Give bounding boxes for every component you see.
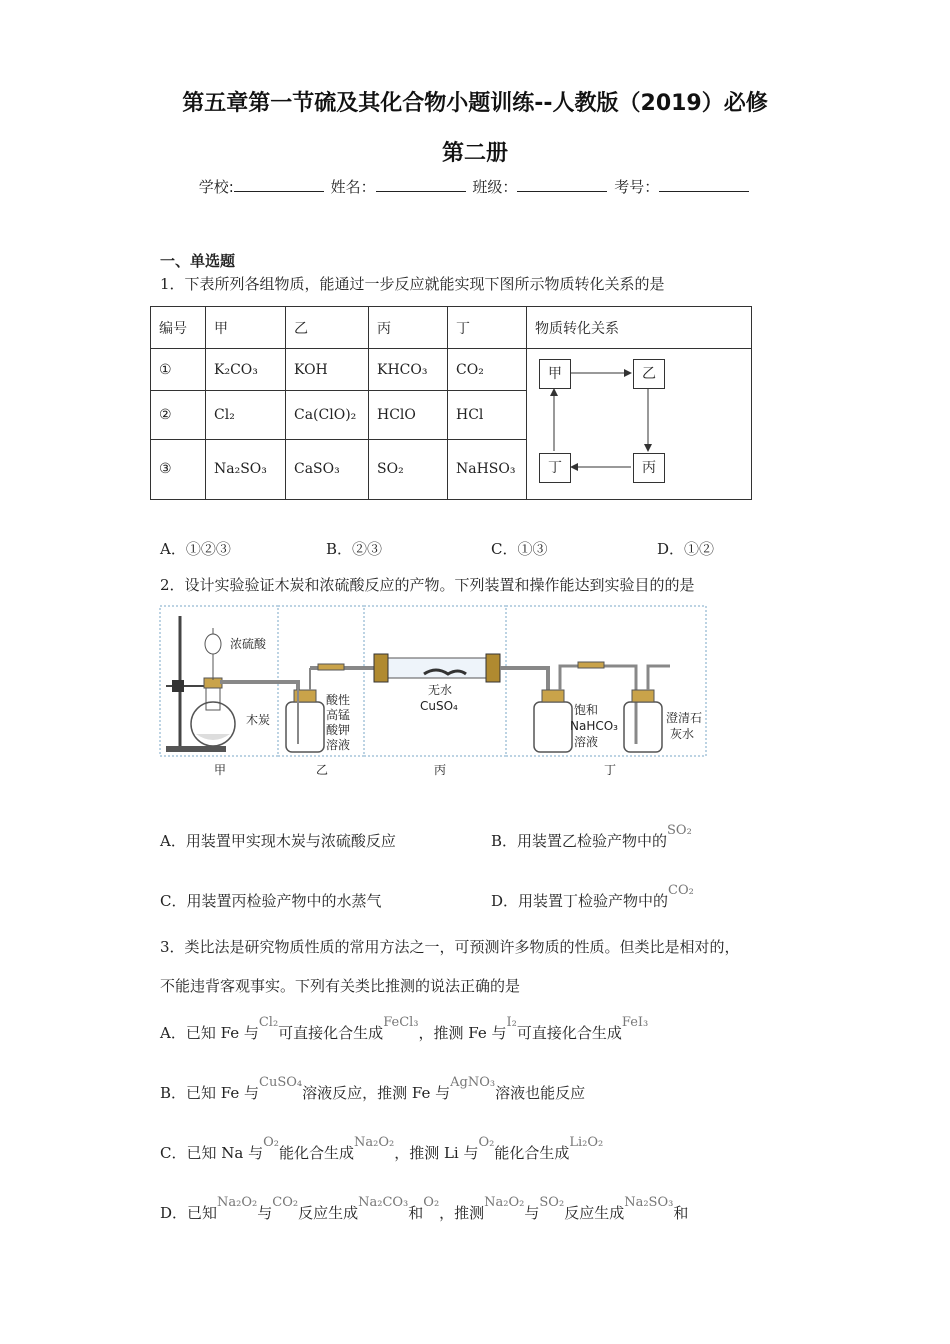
diagram-box-bing: 丙	[633, 453, 665, 483]
formula: CuSO₄	[259, 1075, 303, 1090]
formula: Na₂O₂	[217, 1195, 258, 1210]
formula: FeI₃	[621, 1015, 649, 1030]
formula: AgNO₃	[450, 1075, 496, 1090]
formula: Na₂O₂	[353, 1135, 395, 1150]
formula: O₂	[478, 1135, 495, 1150]
q3-option-b[interactable]	[160, 1075, 586, 1106]
q1-option-b[interactable]: B．②③	[326, 540, 383, 558]
text: C．已知 Na 与	[160, 1144, 264, 1162]
class-blank[interactable]	[517, 177, 607, 192]
conversion-diagram-cell	[527, 349, 752, 500]
q2-option-b[interactable]	[491, 823, 692, 854]
student-info-line	[0, 176, 950, 197]
text: ，推测 Li 与	[394, 1144, 479, 1162]
text: A．已知 Fe 与	[160, 1024, 259, 1042]
label-kmno4-3: 酸钾	[326, 723, 351, 737]
label-cuso4-2: CuSO₄	[420, 699, 458, 713]
cell-jia: K₂CO₃	[206, 349, 286, 391]
label-lime-2: 灰水	[670, 727, 695, 741]
text: 反应生成	[298, 1204, 359, 1222]
text: 可直接化合生成	[278, 1024, 384, 1042]
q1-option-c[interactable]: C．①③	[491, 540, 548, 558]
label-charcoal: 木炭	[246, 713, 271, 727]
cell-bing: KHCO₃	[369, 349, 448, 391]
header-cell: 甲	[206, 307, 286, 349]
text: 能化合生成	[494, 1144, 570, 1162]
header-cell: 丙	[369, 307, 448, 349]
formula: O₂	[423, 1195, 440, 1210]
q2-apparatus-figure	[158, 604, 710, 780]
row-number: ②	[151, 391, 206, 439]
label-yi: 乙	[316, 763, 329, 777]
formula: Cl₂	[258, 1015, 279, 1030]
formula-so2: SO₂	[667, 823, 692, 838]
formula: I₂	[506, 1015, 517, 1030]
q2-option-a[interactable]: A．用装置甲实现木炭与浓硫酸反应	[160, 832, 396, 850]
apparatus-yi	[286, 664, 374, 752]
cell-ding: HCl	[448, 391, 527, 439]
number-label: 考号：	[614, 178, 660, 196]
text: D．已知	[160, 1204, 218, 1222]
school-label: 学校:	[198, 178, 234, 196]
apparatus-bing	[374, 654, 500, 713]
text: ，推测	[439, 1204, 485, 1222]
q1-option-d[interactable]: D．①②	[657, 540, 715, 558]
cell-bing: SO₂	[369, 439, 448, 499]
q1-option-a[interactable]: A．①②③	[160, 540, 231, 558]
header-cell: 乙	[286, 307, 369, 349]
formula: Na₂CO₃	[358, 1195, 409, 1210]
cell-ding: CO₂	[448, 349, 527, 391]
header-cell: 丁	[448, 307, 527, 349]
cell-bing: HClO	[369, 391, 448, 439]
label-nahco3-3: 溶液	[574, 735, 599, 749]
label-ding: 丁	[604, 763, 617, 777]
label-conc-acid: 浓硫酸	[230, 637, 267, 651]
apparatus-ding	[500, 662, 702, 752]
q1-table	[150, 306, 752, 500]
q3-stem-line1: 3．类比法是研究物质性质的常用方法之一，可预测许多物质的性质。但类比是相对的，	[160, 938, 740, 956]
label-lime-1: 澄清石	[666, 711, 703, 725]
name-blank[interactable]	[376, 177, 466, 192]
formula: FeCl₃	[383, 1015, 419, 1030]
label-cuso4-1: 无水	[428, 683, 453, 697]
text: 与	[257, 1204, 273, 1222]
formula-co2: CO₂	[668, 883, 694, 898]
formula: Li₂O₂	[569, 1135, 604, 1150]
cell-jia: Cl₂	[206, 391, 286, 439]
q2-option-d[interactable]	[491, 883, 694, 914]
text: B．已知 Fe 与	[160, 1084, 260, 1102]
cell-jia: Na₂SO₃	[206, 439, 286, 499]
text: 溶液反应，推测 Fe 与	[302, 1084, 451, 1102]
cell-yi: KOH	[286, 349, 369, 391]
text: 能化合生成	[278, 1144, 354, 1162]
q2-option-b-text: B．用装置乙检验产物中的	[491, 832, 668, 850]
q2-stem: 2．设计实验验证木炭和浓硫酸反应的产物。下列装置和操作能达到实验目的的是	[160, 576, 695, 594]
section-title: 一、单选题	[160, 252, 236, 270]
q3-stem-line2: 不能违背客观事实。下列有关类比推测的说法正确的是	[160, 977, 521, 995]
number-blank[interactable]	[659, 177, 749, 192]
row-number: ①	[151, 349, 206, 391]
formula: CO₂	[272, 1195, 299, 1210]
text: 和	[673, 1204, 689, 1222]
label-bing: 丙	[434, 763, 447, 777]
label-jia: 甲	[214, 763, 227, 777]
school-blank[interactable]	[234, 177, 324, 192]
formula: SO₂	[539, 1195, 565, 1210]
text: 与	[524, 1204, 540, 1222]
diagram-box-ding: 丁	[539, 453, 571, 483]
label-kmno4-2: 高锰	[326, 708, 351, 722]
cell-yi: Ca(ClO)₂	[286, 391, 369, 439]
cell-ding: NaHSO₃	[448, 439, 527, 499]
q3-option-c[interactable]	[160, 1135, 604, 1166]
q2-option-c[interactable]: C．用装置丙检验产物中的水蒸气	[160, 892, 382, 910]
row-number: ③	[151, 439, 206, 499]
table-row	[151, 349, 752, 391]
label-nahco3-1: 饱和	[574, 703, 599, 717]
conversion-diagram	[527, 349, 751, 499]
label-nahco3-2: NaHCO₃	[570, 719, 618, 733]
q2-option-d-text: D．用装置丁检验产物中的	[491, 892, 669, 910]
text: 反应生成	[564, 1204, 625, 1222]
header-cell: 编号	[151, 307, 206, 349]
diagram-box-yi: 乙	[633, 359, 665, 389]
label-kmno4-1: 酸性	[326, 693, 351, 707]
q3-option-d[interactable]	[160, 1195, 689, 1226]
formula: Na₂SO₃	[624, 1195, 674, 1210]
page-title: 第五章第一节硫及其化合物小题训练--人教版（2019）必修	[182, 91, 768, 116]
formula: O₂	[263, 1135, 279, 1150]
q1-stem: 1．下表所列各组物质，能通过一步反应就能实现下图所示物质转化关系的是	[160, 275, 665, 293]
page-title-line2: 第二册	[441, 141, 508, 166]
text: 溶液也能反应	[495, 1084, 586, 1102]
diagram-box-jia: 甲	[539, 359, 571, 389]
text: ，推测 Fe 与	[418, 1024, 507, 1042]
formula: Na₂O₂	[484, 1195, 525, 1210]
class-label: 班级：	[472, 178, 518, 196]
header-cell: 物质转化关系	[527, 307, 752, 349]
table-header-row	[151, 307, 752, 349]
text: 可直接化合生成	[516, 1024, 622, 1042]
label-kmno4-4: 溶液	[326, 738, 351, 752]
name-label: 姓名：	[330, 178, 376, 196]
text: 和	[408, 1204, 424, 1222]
q3-option-a[interactable]	[160, 1015, 649, 1046]
cell-yi: CaSO₃	[286, 439, 369, 499]
